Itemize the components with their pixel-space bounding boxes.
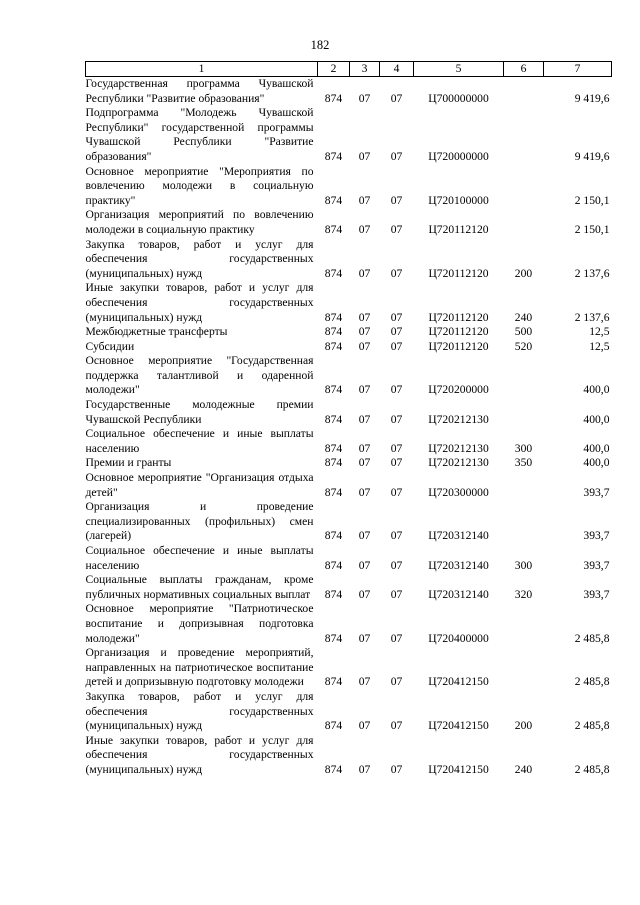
target-article-code: Ц720312140 [428,529,489,543]
amount: 393,7 [583,529,610,543]
line-item-name: Премии и гранты [85,456,172,470]
subsection-code: 07 [390,456,403,470]
column-header: 5 [414,62,504,77]
expense-type-code: 300 [514,558,533,572]
column-header: 1 [86,62,318,77]
amount: 2 150,1 [574,222,610,236]
section-code: 07 [358,149,371,163]
subsection-code: 07 [390,310,403,324]
table-row [86,165,612,209]
target-article-code: Ц720312140 [428,587,489,601]
amount: 2 150,1 [574,193,610,207]
expense-type-code [504,500,544,544]
target-article-code: Ц720112120 [428,325,489,339]
expense-type-code [504,208,544,237]
section-code: 07 [358,339,371,353]
table-row [86,573,612,602]
line-item-name: Основное мероприятие "Организация отдыха детей" [85,471,314,499]
ministry-code: 874 [324,339,343,353]
amount: 12,5 [589,339,610,353]
amount: 400,0 [583,441,610,455]
amount: 12,5 [589,325,610,339]
line-item-name: Основное мероприятие "Патриотическое воспитание и допризывная подготовка молодежи" [85,602,314,645]
subsection-code: 07 [390,193,403,207]
target-article-code: Ц720412150 [428,675,489,689]
line-item-name: Организация и проведение специализированных (профильных) смен (лагерей) [85,500,314,543]
table-row [86,77,612,107]
section-code: 07 [358,719,371,733]
amount: 2 137,6 [574,266,610,280]
amount: 2 485,8 [574,631,610,645]
section-code: 07 [358,675,371,689]
section-code: 07 [358,91,371,105]
ministry-code: 874 [324,441,343,455]
line-item-name: Социальные выплаты гражданам, кроме публичных нормативных социальных выплат [85,573,314,601]
section-code: 07 [358,441,371,455]
subsection-code: 07 [390,149,403,163]
expense-type-code [504,471,544,500]
subsection-code: 07 [390,441,403,455]
table-row [86,340,612,355]
expense-type-code: 200 [514,719,533,733]
amount: 9 419,6 [574,149,610,163]
table-row [86,456,612,471]
expense-type-code: 300 [514,441,533,455]
line-item-name: Организация мероприятий по вовлечению молодежи в социальную практику [85,208,314,236]
ministry-code: 874 [324,529,343,543]
ministry-code: 874 [324,558,343,572]
section-code: 07 [358,558,371,572]
ministry-code: 874 [324,762,343,776]
target-article-code: Ц720112120 [428,222,489,236]
amount: 2 485,8 [574,675,610,689]
expense-type-code [504,77,544,107]
line-item-name: Государственная программа Чувашской Республики "Развитие образования" [85,77,314,105]
subsection-code: 07 [390,266,403,280]
target-article-code: Ц720100000 [428,193,489,207]
amount: 400,0 [583,383,610,397]
table-row [86,602,612,646]
table-row [86,208,612,237]
amount: 400,0 [583,456,610,470]
expense-type-code: 350 [514,456,533,470]
section-code: 07 [358,529,371,543]
column-header: 6 [504,62,544,77]
line-item-name: Государственные молодежные премии Чувашской Республики [85,398,314,426]
subsection-code: 07 [390,675,403,689]
section-code: 07 [358,193,371,207]
line-item-name: Иные закупки товаров, работ и услуг для обеспечения государственных (муниципальных) нужд [85,281,314,324]
expense-type-code [504,602,544,646]
target-article-code: Ц720000000 [428,149,489,163]
column-header: 4 [380,62,414,77]
subsection-code: 07 [390,383,403,397]
ministry-code: 874 [324,91,343,105]
amount: 400,0 [583,412,610,426]
target-article-code: Ц720312140 [428,558,489,572]
ministry-code: 874 [324,266,343,280]
amount: 9 419,6 [574,91,610,105]
ministry-code: 874 [324,675,343,689]
expense-type-code [504,646,544,690]
ministry-code: 874 [324,149,343,163]
table-row [86,500,612,544]
target-article-code: Ц720112120 [428,266,489,280]
section-code: 07 [358,266,371,280]
table-row [86,354,612,398]
ministry-code: 874 [324,193,343,207]
expense-type-code: 200 [514,266,533,280]
target-article-code: Ц700000000 [428,91,489,105]
ministry-code: 874 [324,631,343,645]
expense-type-code: 240 [514,762,533,776]
table-row [86,471,612,500]
amount: 393,7 [583,485,610,499]
ministry-code: 874 [324,310,343,324]
section-code: 07 [358,383,371,397]
expense-type-code [504,165,544,209]
line-item-name: Иные закупки товаров, работ и услуг для обеспечения государственных (муниципальных) нужд [85,733,314,776]
table-row [86,325,612,340]
section-code: 07 [358,485,371,499]
table-row [86,690,612,734]
amount: 2 137,6 [574,310,610,324]
amount: 2 485,8 [574,719,610,733]
target-article-code: Ц720412150 [428,719,489,733]
line-item-name: Подпрограмма "Молодежь Чувашской Республики" государственной программы Чувашской Республики "Развитие образования" [85,106,314,163]
expense-type-code [504,398,544,427]
table-row [86,646,612,690]
expense-type-code [504,106,544,164]
amount: 393,7 [583,558,610,572]
subsection-code: 07 [390,325,403,339]
ministry-code: 874 [324,383,343,397]
target-article-code: Ц720200000 [428,383,489,397]
section-code: 07 [358,762,371,776]
section-code: 07 [358,456,371,470]
line-item-name: Социальное обеспечение и иные выплаты населению [85,427,314,455]
target-article-code: Ц720412150 [428,762,489,776]
subsection-code: 07 [390,412,403,426]
budget-table [85,61,612,778]
ministry-code: 874 [324,456,343,470]
expense-type-code: 520 [514,339,533,353]
target-article-code: Ц720212130 [428,441,489,455]
line-item-name: Социальное обеспечение и иные выплаты населению [85,544,314,572]
section-code: 07 [358,325,371,339]
subsection-code: 07 [390,587,403,601]
ministry-code: 874 [324,325,343,339]
table-header-row [86,62,612,77]
line-item-name: Межбюджетные трансферты [85,325,228,339]
table-row [86,106,612,164]
line-item-name: Субсидии [85,339,135,353]
target-article-code: Ц720112120 [428,339,489,353]
subsection-code: 07 [390,485,403,499]
target-article-code: Ц720400000 [428,631,489,645]
target-article-code: Ц720212130 [428,456,489,470]
ministry-code: 874 [324,587,343,601]
subsection-code: 07 [390,719,403,733]
amount: 393,7 [583,587,610,601]
expense-type-code: 240 [514,310,533,324]
line-item-name: Закупка товаров, работ и услуг для обеспечения государственных (муниципальных) нужд [85,237,314,280]
subsection-code: 07 [390,631,403,645]
table-row [86,398,612,427]
section-code: 07 [358,310,371,324]
section-code: 07 [358,412,371,426]
table-row [86,734,612,778]
subsection-code: 07 [390,558,403,572]
table-row [86,281,612,325]
page-number: 182 [310,38,330,52]
amount: 2 485,8 [574,762,610,776]
section-code: 07 [358,222,371,236]
column-header: 3 [350,62,380,77]
column-header: 2 [318,62,350,77]
subsection-code: 07 [390,529,403,543]
subsection-code: 07 [390,222,403,236]
expense-type-code: 500 [514,325,533,339]
target-article-code: Ц720112120 [428,310,489,324]
subsection-code: 07 [390,339,403,353]
ministry-code: 874 [324,719,343,733]
line-item-name: Организация и проведение мероприятий, направленных на патриотическое воспитание детей и допризывную подготовку молодежи [85,646,314,689]
ministry-code: 874 [324,222,343,236]
table-row [86,544,612,573]
expense-type-code: 320 [514,587,533,601]
target-article-code: Ц720212130 [428,412,489,426]
section-code: 07 [358,587,371,601]
table-row [86,427,612,456]
table-body [86,77,612,778]
target-article-code: Ц720300000 [428,485,489,499]
subsection-code: 07 [390,762,403,776]
expense-type-code [504,354,544,398]
line-item-name: Основное мероприятие "Государственная поддержка талантливой и одаренной молодежи" [85,354,314,397]
section-code: 07 [358,631,371,645]
ministry-code: 874 [324,412,343,426]
table-row [86,238,612,282]
line-item-name: Закупка товаров, работ и услуг для обеспечения государственных (муниципальных) нужд [85,689,314,733]
column-header: 7 [544,62,612,77]
subsection-code: 07 [390,91,403,105]
line-item-name: Основное мероприятие "Мероприятия по вовлечению молодежи в социальную практику" [85,164,314,207]
ministry-code: 874 [324,485,343,499]
